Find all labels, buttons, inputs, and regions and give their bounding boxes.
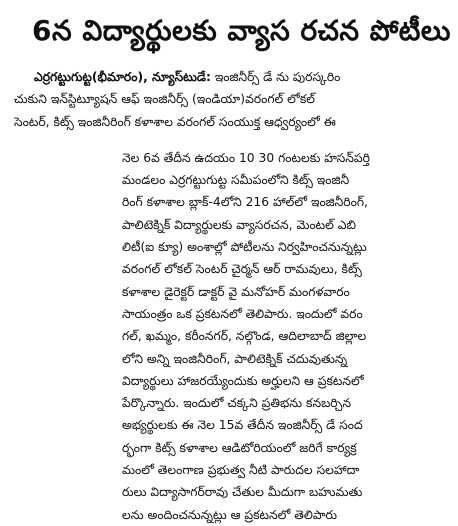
body-line: లను అందించనున్నట్లు ఆ ప్రకటనలో తెలిపారు [122,507,338,522]
lead-line-1 [14,66,448,88]
body-line: సాయంత్రం ఒక ప్రకటనలో తెలిపారు. ఇందులో వరం [122,306,363,321]
body-line: వరంగల్ లోకల్ సెంటర్ చైర్మన్ ఆర్ రామవులు, కిట్స్ [122,262,362,277]
article-lead [14,66,448,133]
body-line: లిటీ(ఐ క్యూ) అంశాల్లో పోటీలను నిర్వహించనున్నట్లు [122,240,367,255]
body-line: విద్యార్థులు హాజరయ్యేందుకు అర్హులని ఆ ప్రకటనలో [122,373,364,388]
body-line: రులు విద్యాసాగర్‌రావు చేతుల మీదుగా బహుమతు [122,485,363,500]
body-line: అభ్యర్థులకు ఈ నెల 15వ తేదీన ఇంజినీర్స్ డే సంద [122,418,363,433]
article-headline: 6న విద్యార్థులకు వ్యాస రచన పోటీలు [32,14,451,47]
body-line: గల్, ఖమ్మం, కరీంనగర్, నల్గొండ, ఆదిలాబాద్ జిల్లాల [122,329,367,344]
body-line: మండలం ఎర్రగట్టుగుట్ట సమీపంలోని కిట్స్ ఇంజినీ [122,173,350,188]
article-dateline: ఎర్రగట్టుగుట్ట(భీమారం), న్యూస్‌టుడే: [34,70,211,84]
body-line: ర్భంగా కిట్స్ కళాశాల ఆడిటోరియంలో జరిగే కార్యక్ర [122,440,357,455]
body-line: మంలో తెలంగాణ ప్రభుత్వ నీటి పారుదల సలహాదా [122,463,360,478]
body-line: లోని అన్ని ఇంజినీరింగ్, పాలిటెక్నిక్ చదువుతున్న [122,351,348,366]
article-body [14,147,448,526]
body-line: కళాశాల డైరెక్టర్ డాక్టర్ వై మనోహర్ మంగళవారం [122,284,350,299]
body-line: పేర్కొన్నారు. ఇందులో చక్కని ప్రతిభను కనబర్చిన [122,396,351,411]
lead-line-3: సెంటర్, కిట్స్ ఇంజినీరింగ్ కళాశాల వరంగల్ సంయుక్త ఆధ్వర్యంలో ఈ [14,114,336,129]
lead-line-1-text: ఇంజినీర్స్ డే ను పురస్కరిం [214,70,341,84]
body-line: రింగ్ కళాశాల బ్లాక్-4లోని 216 హాల్‌లో ఇంజినీరింగ్, [122,195,368,210]
body-line: పాలిటెక్నిక్ విద్యార్థులకు వ్యాసరచన, మెంటల్ ఎబి [122,217,357,232]
lead-line-2: చుకుని ఇన్‌స్టిట్యూషన్ ఆఫ్ ఇంజినీర్స్ (ఇండియా)వరంగల్ లోకల్ [14,92,316,107]
body-line: నెల 6వ తేదీన ఉదయం 10 30 గంటలకు హసన్‌పర్తి [122,150,370,165]
